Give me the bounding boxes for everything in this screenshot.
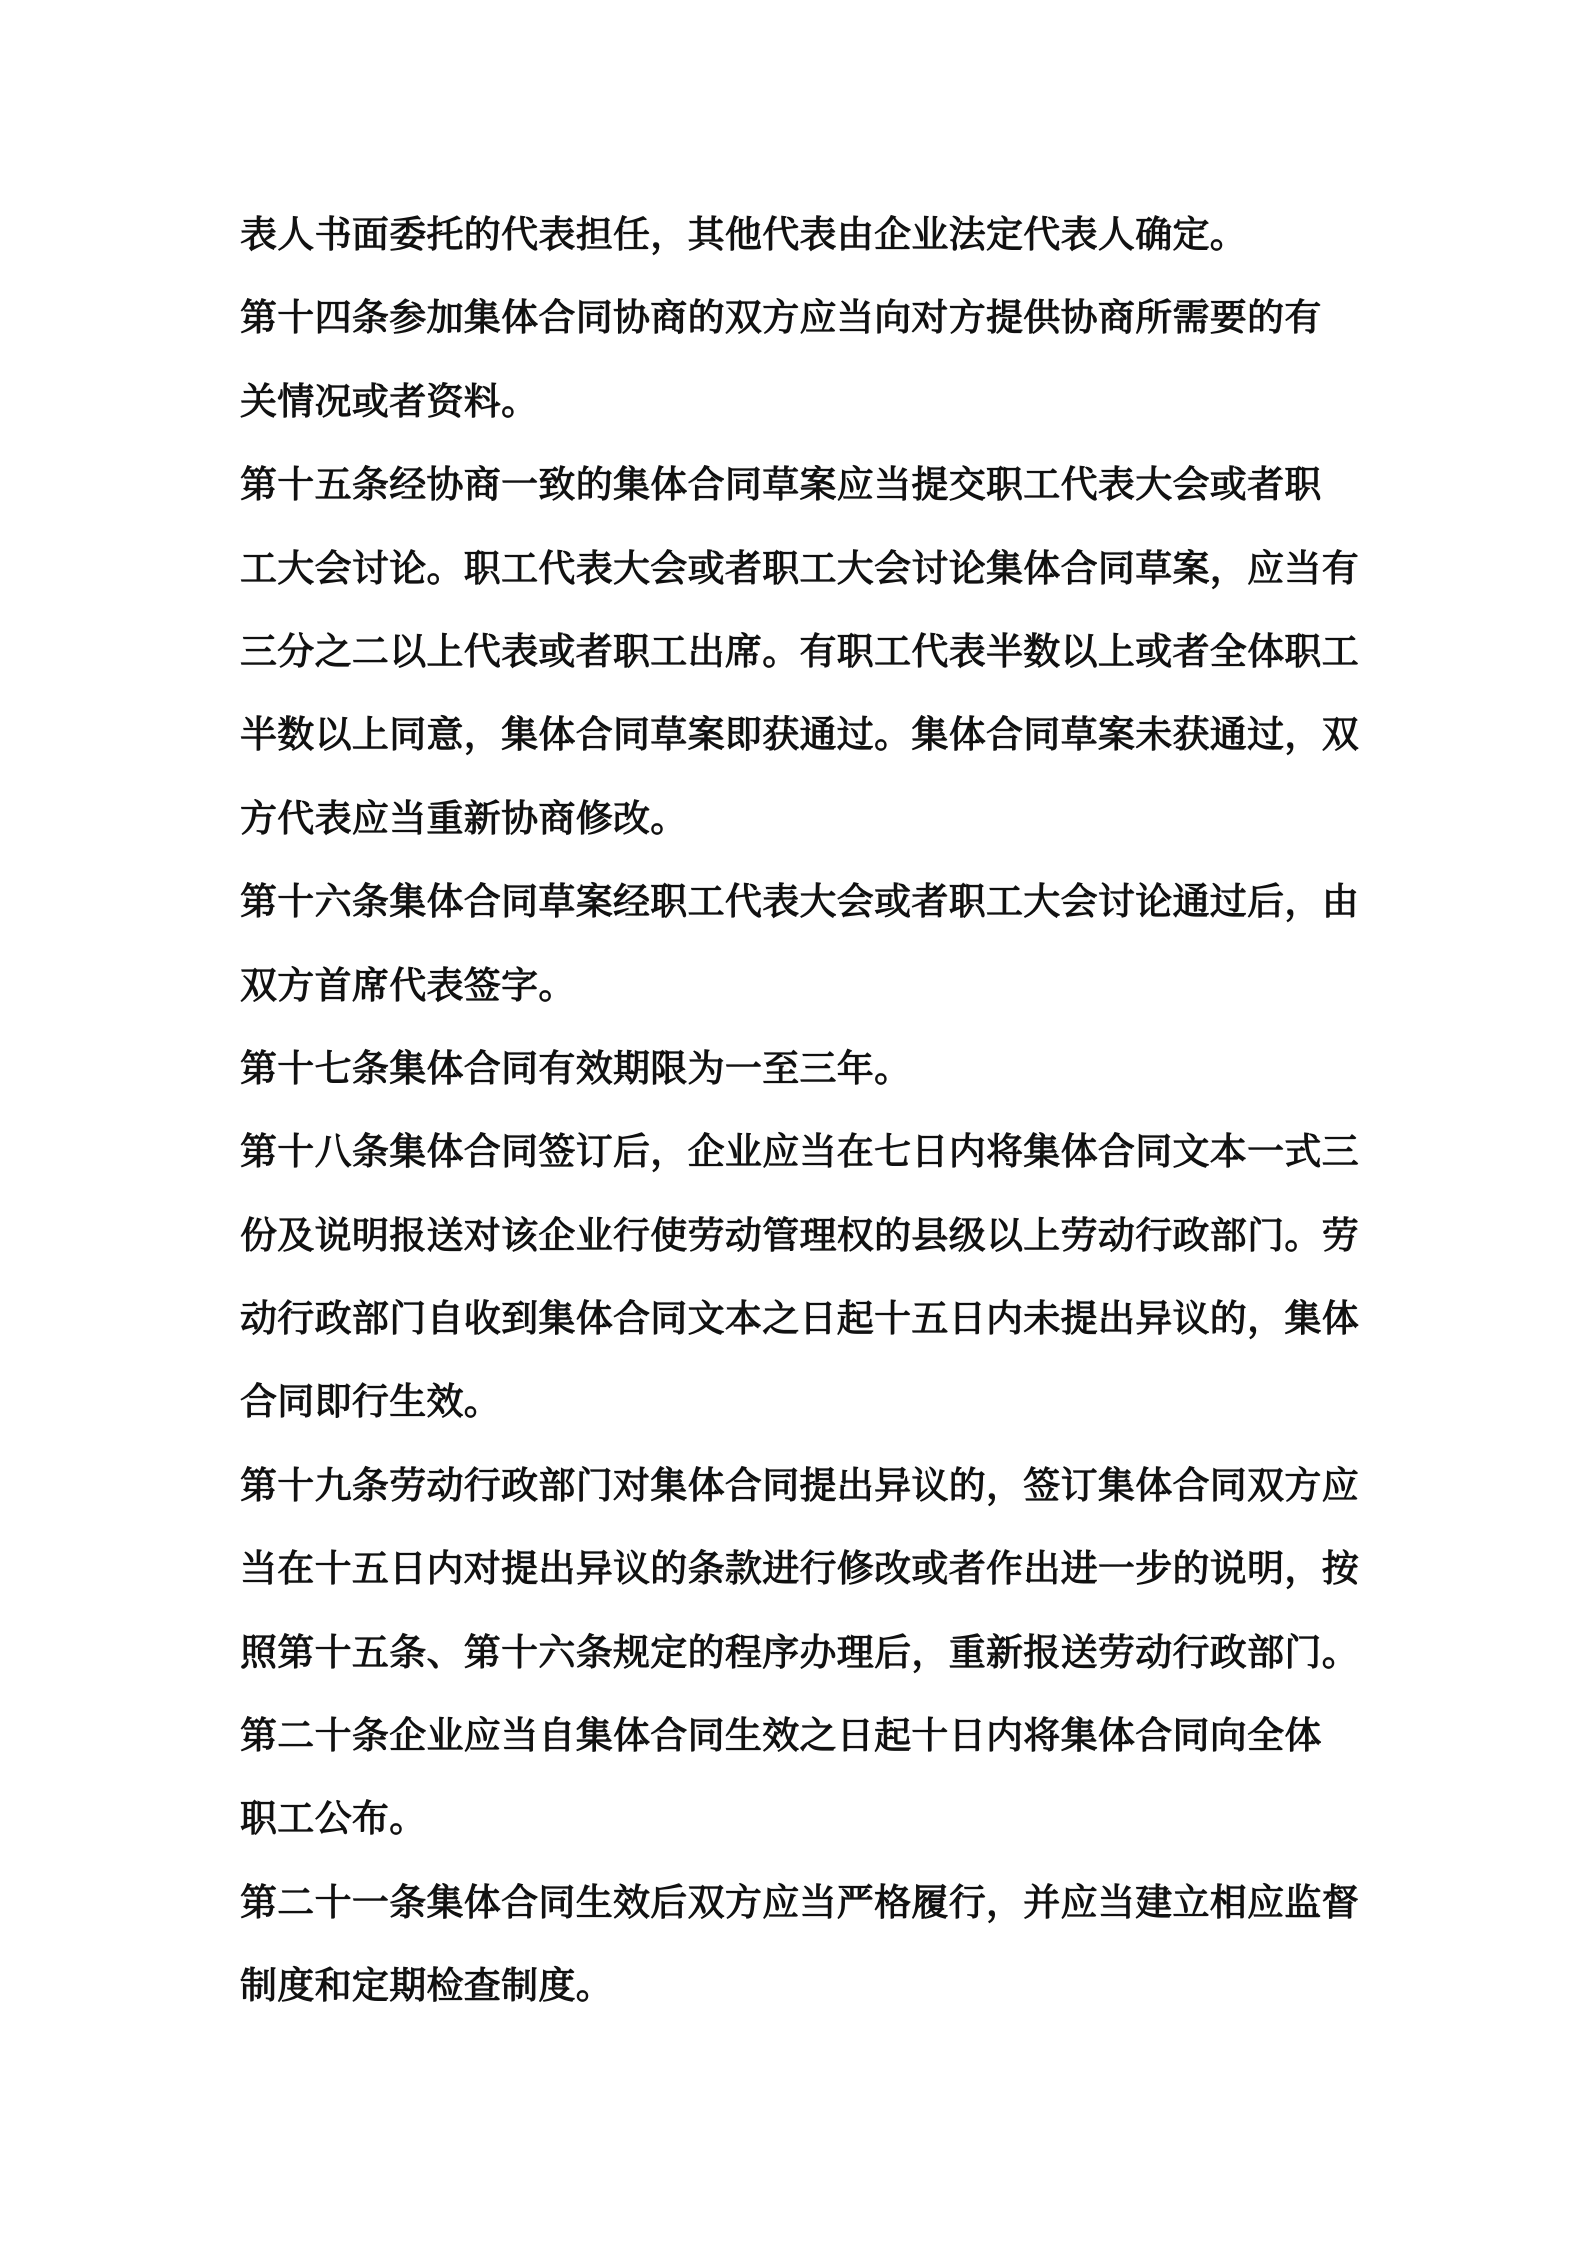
- text-line: 三分之二以上代表或者职工出席。有职工代表半数以上或者全体职工: [240, 629, 1359, 673]
- text-line: 半数以上同意，集体合同草案即获通过。集体合同草案未获通过，双: [240, 713, 1359, 757]
- document-body: [240, 193, 1362, 2028]
- text-line: 第十四条参加集体合同协商的双方应当向对方提供协商所需要的有: [240, 296, 1322, 340]
- text-line: 关情况或者资料。: [240, 379, 539, 423]
- text-line: 工大会讨论。职工代表大会或者职工大会讨论集体合同草案，应当有: [240, 546, 1359, 590]
- text-line: 第十六条集体合同草案经职工代表大会或者职工大会讨论通过后，由: [240, 880, 1359, 924]
- text-line: 职工公布。: [240, 1797, 427, 1841]
- text-line: 方代表应当重新协商修改。: [240, 796, 688, 840]
- text-line: 动行政部门自收到集体合同文本之日起十五日内未提出异议的，集体: [240, 1297, 1359, 1341]
- text-line: 第十七条集体合同有效期限为一至三年。: [240, 1046, 912, 1090]
- text-line: 制度和定期检查制度。: [240, 1964, 613, 2008]
- text-line: 照第十五条、第十六条规定的程序办理后，重新报送劳动行政部门。: [240, 1630, 1359, 1674]
- text-line: 第二十条企业应当自集体合同生效之日起十日内将集体合同向全体: [240, 1714, 1322, 1758]
- text-line: 合同即行生效。: [240, 1380, 502, 1424]
- text-line: 第十九条劳动行政部门对集体合同提出异议的，签订集体合同双方应: [240, 1463, 1359, 1507]
- text-line: 双方首席代表签字。: [240, 963, 576, 1007]
- text-line: 第十五条经协商一致的集体合同草案应当提交职工代表大会或者职: [240, 463, 1322, 507]
- text-line: 第十八条集体合同签订后，企业应当在七日内将集体合同文本一式三: [240, 1130, 1359, 1174]
- text-line: 表人书面委托的代表担任，其他代表由企业法定代表人确定。: [240, 213, 1248, 256]
- text-line: 份及说明报送对该企业行使劳动管理权的县级以上劳动行政部门。劳: [240, 1213, 1359, 1257]
- text-line: 第二十一条集体合同生效后双方应当严格履行，并应当建立相应监督: [240, 1880, 1359, 1924]
- text-line: 当在十五日内对提出异议的条款进行修改或者作出进一步的说明，按: [240, 1547, 1359, 1591]
